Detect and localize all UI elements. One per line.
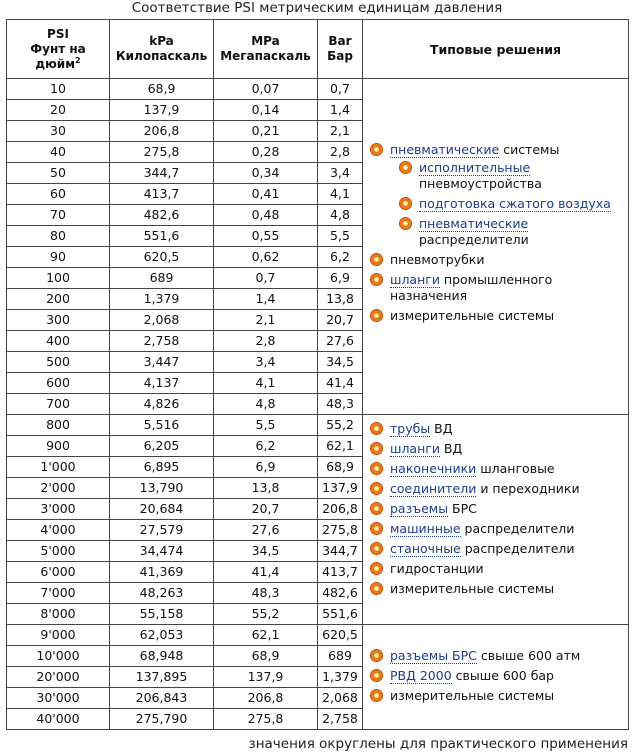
solution-item <box>371 272 624 304</box>
bullet-flower-icon <box>371 463 382 474</box>
cell-psi: 90 <box>7 247 110 268</box>
bullet-flower-icon <box>371 274 382 285</box>
cell-psi: 2'000 <box>7 478 110 499</box>
cell-bar: 620,5 <box>318 625 363 646</box>
solution-subitem <box>400 160 624 192</box>
cell-psi: 30 <box>7 121 110 142</box>
cell-mpa: 137,9 <box>214 667 318 688</box>
cell-bar: 62,1 <box>318 436 363 457</box>
cell-kpa: 68,948 <box>110 646 214 667</box>
cell-bar: 1,379 <box>318 667 363 688</box>
solution-text: пневмоустройства <box>419 176 542 191</box>
cell-kpa: 34,474 <box>110 541 214 562</box>
cell-bar: 13,8 <box>318 289 363 310</box>
cell-psi: 10 <box>7 79 110 100</box>
bullet-flower-icon <box>371 144 382 155</box>
cell-psi: 1'000 <box>7 457 110 478</box>
cell-mpa: 0,07 <box>214 79 318 100</box>
cell-mpa: 0,21 <box>214 121 318 142</box>
cell-mpa: 4,1 <box>214 373 318 394</box>
header-psi-unit: PSI <box>47 26 69 41</box>
solution-text: промышленного назначения <box>390 272 553 303</box>
header-bar <box>318 20 363 79</box>
cell-kpa: 27,579 <box>110 520 214 541</box>
bullet-flower-icon <box>400 162 411 173</box>
cell-kpa: 206,843 <box>110 688 214 709</box>
table-row <box>7 415 629 436</box>
header-row <box>7 20 629 79</box>
link-pneumatic-systems[interactable]: пневматические <box>390 142 500 157</box>
cell-psi: 800 <box>7 415 110 436</box>
cell-psi: 3'000 <box>7 499 110 520</box>
cell-mpa: 27,6 <box>214 520 318 541</box>
cell-bar: 689 <box>318 646 363 667</box>
cell-kpa: 48,263 <box>110 583 214 604</box>
cell-mpa: 3,4 <box>214 352 318 373</box>
solutions-list-high-pressure <box>371 421 624 597</box>
solution-text: БРС <box>448 501 477 516</box>
solutions-list-low-pressure <box>371 142 624 324</box>
cell-kpa: 6,205 <box>110 436 214 457</box>
cell-bar: 20,7 <box>318 310 363 331</box>
solution-text: системы <box>499 142 560 157</box>
cell-kpa: 137,895 <box>110 667 214 688</box>
cell-bar: 413,7 <box>318 562 363 583</box>
cell-bar: 344,7 <box>318 541 363 562</box>
cell-psi: 20'000 <box>7 667 110 688</box>
solution-item <box>371 521 624 537</box>
cell-bar: 48,3 <box>318 394 363 415</box>
link-hp-hoses[interactable]: шланги <box>390 441 440 456</box>
cell-kpa: 344,7 <box>110 163 214 184</box>
cell-mpa: 62,1 <box>214 625 318 646</box>
cell-psi: 6'000 <box>7 562 110 583</box>
solution-item <box>371 252 624 268</box>
cell-mpa: 13,8 <box>214 478 318 499</box>
bullet-flower-icon <box>371 503 382 514</box>
cell-kpa: 206,8 <box>110 121 214 142</box>
header-psi <box>7 20 110 79</box>
cell-psi: 300 <box>7 310 110 331</box>
cell-psi: 5'000 <box>7 541 110 562</box>
cell-psi: 30'000 <box>7 688 110 709</box>
solutions-cell <box>363 79 629 415</box>
solution-item <box>371 461 624 477</box>
solution-text: и переходники <box>476 481 580 496</box>
bullet-flower-icon <box>371 650 382 661</box>
cell-kpa: 55,158 <box>110 604 214 625</box>
link-machine-tool-valves[interactable]: станочные <box>390 541 461 556</box>
cell-psi: 4'000 <box>7 520 110 541</box>
cell-kpa: 137,9 <box>110 100 214 121</box>
solution-text: измерительные системы <box>390 581 555 596</box>
cell-kpa: 482,6 <box>110 205 214 226</box>
bullet-flower-icon <box>371 523 382 534</box>
cell-kpa: 4,137 <box>110 373 214 394</box>
cell-kpa: 13,790 <box>110 478 214 499</box>
cell-mpa: 20,7 <box>214 499 318 520</box>
cell-kpa: 4,826 <box>110 394 214 415</box>
solutions-sublist-pneumatic <box>400 160 624 248</box>
solution-item <box>371 481 624 497</box>
bullet-flower-icon <box>371 583 382 594</box>
solution-item <box>371 308 624 324</box>
cell-bar: 275,8 <box>318 520 363 541</box>
solution-text: свыше 600 бар <box>451 668 554 683</box>
table-caption: Соответствие PSI метрическим единицам давления <box>131 0 503 16</box>
solution-text: распределители <box>460 541 575 556</box>
bullet-flower-icon <box>371 670 382 681</box>
cell-kpa: 275,8 <box>110 142 214 163</box>
cell-psi: 8'000 <box>7 604 110 625</box>
footnote: значения округлены для практического применения <box>248 736 628 752</box>
link-hoses[interactable]: шланги <box>390 272 440 287</box>
bullet-flower-icon <box>400 218 411 229</box>
cell-kpa: 551,6 <box>110 226 214 247</box>
cell-bar: 6,2 <box>318 247 363 268</box>
cell-bar: 482,6 <box>318 583 363 604</box>
cell-psi: 10'000 <box>7 646 110 667</box>
header-mpa <box>214 20 318 79</box>
cell-kpa: 2,068 <box>110 310 214 331</box>
solution-text: гидростанции <box>390 561 484 576</box>
cell-psi: 700 <box>7 394 110 415</box>
bullet-flower-icon <box>371 483 382 494</box>
solution-text: ВД <box>439 441 463 456</box>
cell-mpa: 2,8 <box>214 331 318 352</box>
solutions-cell <box>363 415 629 625</box>
cell-psi: 900 <box>7 436 110 457</box>
cell-psi: 600 <box>7 373 110 394</box>
cell-psi: 400 <box>7 331 110 352</box>
cell-kpa: 6,895 <box>110 457 214 478</box>
cell-kpa: 275,790 <box>110 709 214 730</box>
link-air-preparation[interactable]: подготовка сжатого воздуха <box>419 196 611 211</box>
cell-bar: 1,4 <box>318 100 363 121</box>
cell-mpa: 68,9 <box>214 646 318 667</box>
cell-mpa: 6,2 <box>214 436 318 457</box>
cell-mpa: 55,2 <box>214 604 318 625</box>
header-psi-exponent: 2 <box>75 55 81 65</box>
cell-kpa: 5,516 <box>110 415 214 436</box>
cell-bar: 206,8 <box>318 499 363 520</box>
cell-bar: 0,7 <box>318 79 363 100</box>
cell-kpa: 620,5 <box>110 247 214 268</box>
cell-bar: 27,6 <box>318 331 363 352</box>
cell-kpa: 62,053 <box>110 625 214 646</box>
solution-text: ВД <box>430 421 453 436</box>
cell-kpa: 1,379 <box>110 289 214 310</box>
cell-mpa: 1,4 <box>214 289 318 310</box>
cell-kpa: 413,7 <box>110 184 214 205</box>
solution-item <box>371 581 624 597</box>
bullet-flower-icon <box>371 563 382 574</box>
header-kpa <box>110 20 214 79</box>
solution-text: распределители <box>460 521 575 536</box>
bullet-flower-icon <box>371 690 382 701</box>
solution-text: распределители <box>419 232 529 247</box>
cell-bar: 551,6 <box>318 604 363 625</box>
cell-bar: 4,8 <box>318 205 363 226</box>
cell-mpa: 41,4 <box>214 562 318 583</box>
table-row <box>7 625 629 646</box>
header-bar-name: Бар <box>327 49 353 63</box>
bullet-flower-icon <box>371 543 382 554</box>
header-mpa-unit: MPa <box>251 34 280 48</box>
cell-kpa: 20,684 <box>110 499 214 520</box>
cell-bar: 2,1 <box>318 121 363 142</box>
solution-item <box>371 142 624 248</box>
link-connectors[interactable]: соединители <box>390 481 477 496</box>
solution-text: пневмотрубки <box>390 252 485 267</box>
solution-item <box>371 441 624 457</box>
cell-mpa: 206,8 <box>214 688 318 709</box>
cell-psi: 70 <box>7 205 110 226</box>
cell-psi: 7'000 <box>7 583 110 604</box>
solutions-list-ultra-high-pressure <box>371 648 624 704</box>
header-psi-name-1: Фунт на <box>30 41 86 56</box>
cell-psi: 80 <box>7 226 110 247</box>
solution-item <box>371 541 624 557</box>
bullet-flower-icon <box>371 254 382 265</box>
cell-mpa: 0,55 <box>214 226 318 247</box>
bullet-flower-icon <box>400 198 411 209</box>
cell-psi: 100 <box>7 268 110 289</box>
header-kpa-name: Килопаскаль <box>115 49 208 63</box>
cell-bar: 68,9 <box>318 457 363 478</box>
header-bar-unit: Bar <box>328 34 352 48</box>
solution-subitem <box>400 196 624 212</box>
link-couplings-600[interactable]: разъемы БРС <box>390 648 477 663</box>
cell-psi: 500 <box>7 352 110 373</box>
cell-bar: 2,8 <box>318 142 363 163</box>
solution-item <box>371 561 624 577</box>
cell-bar: 5,5 <box>318 226 363 247</box>
link-hose-fittings[interactable]: наконечники <box>390 461 477 476</box>
cell-bar: 137,9 <box>318 478 363 499</box>
link-pipes[interactable]: трубы <box>390 421 431 436</box>
cell-psi: 60 <box>7 184 110 205</box>
solution-subitem <box>400 216 624 248</box>
cell-mpa: 5,5 <box>214 415 318 436</box>
cell-kpa: 68,9 <box>110 79 214 100</box>
cell-bar: 4,1 <box>318 184 363 205</box>
pressure-conversion-table <box>6 19 629 730</box>
cell-mpa: 34,5 <box>214 541 318 562</box>
cell-psi: 40 <box>7 142 110 163</box>
cell-kpa: 41,369 <box>110 562 214 583</box>
solution-item <box>371 668 624 684</box>
solution-item <box>371 501 624 517</box>
cell-mpa: 0,62 <box>214 247 318 268</box>
solution-text: измерительные системы <box>390 688 555 703</box>
cell-psi: 200 <box>7 289 110 310</box>
header-psi-name-2: дюйм <box>35 56 75 71</box>
cell-psi: 40'000 <box>7 709 110 730</box>
solution-item <box>371 421 624 437</box>
cell-mpa: 4,8 <box>214 394 318 415</box>
bullet-flower-icon <box>371 423 382 434</box>
cell-bar: 2,758 <box>318 709 363 730</box>
solution-text: шланговые <box>476 461 555 476</box>
header-kpa-unit: kPa <box>149 34 174 48</box>
cell-mpa: 0,41 <box>214 184 318 205</box>
cell-mpa: 0,14 <box>214 100 318 121</box>
cell-kpa: 689 <box>110 268 214 289</box>
cell-mpa: 0,7 <box>214 268 318 289</box>
link-pneumatic-valves[interactable]: пневматические <box>419 216 529 231</box>
link-machine-valves[interactable]: машинные <box>390 521 461 536</box>
cell-bar: 2,068 <box>318 688 363 709</box>
cell-mpa: 0,28 <box>214 142 318 163</box>
cell-bar: 55,2 <box>318 415 363 436</box>
cell-bar: 6,9 <box>318 268 363 289</box>
header-solutions: Типовые решения <box>363 20 629 79</box>
cell-mpa: 48,3 <box>214 583 318 604</box>
header-mpa-name: Мегапаскаль <box>220 49 311 63</box>
solution-item <box>371 648 624 664</box>
cell-bar: 3,4 <box>318 163 363 184</box>
cell-mpa: 0,34 <box>214 163 318 184</box>
cell-mpa: 275,8 <box>214 709 318 730</box>
table-row <box>7 79 629 100</box>
cell-kpa: 2,758 <box>110 331 214 352</box>
bullet-flower-icon <box>371 443 382 454</box>
bullet-flower-icon <box>371 310 382 321</box>
solution-text: свыше 600 атм <box>476 648 581 663</box>
cell-psi: 50 <box>7 163 110 184</box>
solution-text: измерительные системы <box>390 308 555 323</box>
link-couplings[interactable]: разъемы <box>390 501 449 516</box>
cell-mpa: 0,48 <box>214 205 318 226</box>
cell-psi: 20 <box>7 100 110 121</box>
link-actuators[interactable]: исполнительные <box>419 160 531 175</box>
cell-mpa: 2,1 <box>214 310 318 331</box>
cell-psi: 9'000 <box>7 625 110 646</box>
cell-bar: 34,5 <box>318 352 363 373</box>
cell-kpa: 3,447 <box>110 352 214 373</box>
cell-mpa: 6,9 <box>214 457 318 478</box>
cell-bar: 41,4 <box>318 373 363 394</box>
solution-item <box>371 688 624 704</box>
link-rvd-2000[interactable]: РВД 2000 <box>390 668 452 683</box>
solutions-cell <box>363 625 629 730</box>
